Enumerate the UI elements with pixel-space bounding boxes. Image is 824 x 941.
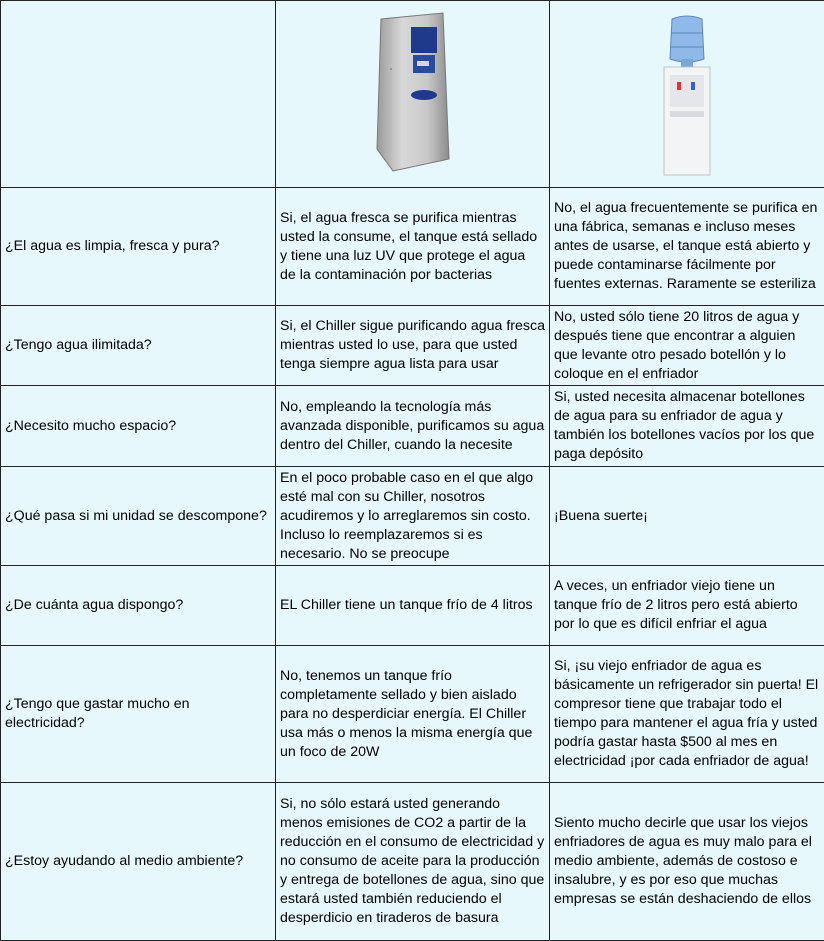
table-row — [1, 783, 824, 941]
table-row — [1, 306, 824, 386]
question-cell: ¿De cuánta agua dispongo? — [1, 566, 276, 646]
bottled-water-cooler-icon — [652, 9, 722, 179]
cooler-answer-cell: No, el agua frecuentemente se purifica en una fábrica, semanas e incluso meses antes de usarse, el tanque está abierto y puede contaminarse fácilmente por fuentes externas. Raramente se esteriliza — [550, 188, 824, 306]
question-cell: ¿Tengo que gastar mucho en electricidad? — [1, 646, 276, 783]
header-row — [1, 1, 824, 188]
question-cell: ¿Estoy ayudando al medio ambiente? — [1, 783, 276, 941]
header-empty-cell — [1, 1, 276, 188]
table-row — [1, 386, 824, 467]
cooler-answer-cell: Siento mucho decirle que usar los viejos enfriadores de agua es muy malo para el medio ambiente, además de costoso e insalubre, y es por eso que muchas empresas se están deshaciendo de ellos — [550, 783, 824, 941]
cooler-answer-cell: No, usted sólo tiene 20 litros de agua y después tiene que encontrar a alguien que levante otro pesado botellón y lo coloque en el enfriador — [550, 306, 824, 386]
question-cell: ¿Necesito mucho espacio? — [1, 386, 276, 467]
table-row — [1, 188, 824, 306]
chiller-answer-cell: No, empleando la tecnología más avanzada disponible, purificamos su agua dentro del Chiller, cuando la necesite — [276, 386, 550, 467]
chiller-image-cell — [276, 1, 550, 188]
chiller-answer-cell: Si, el Chiller sigue purificando agua fresca mientras usted lo use, para que usted tenga siempre agua lista para usar — [276, 306, 550, 386]
chiller-answer-cell: No, tenemos un tanque frío completamente sellado y bien aislado para no desperdiciar energía. El Chiller usa más o menos la misma energía que un foco de 20W — [276, 646, 550, 783]
table-row — [1, 566, 824, 646]
chiller-water-purifier-icon — [363, 9, 463, 179]
cooler-image-cell — [550, 1, 824, 188]
cooler-answer-cell: A veces, un enfriador viejo tiene un tanque frío de 2 litros pero está abierto por lo que es difícil enfriar el agua — [550, 566, 824, 646]
cooler-answer-cell: ¡Buena suerte¡ — [550, 467, 824, 566]
cooler-answer-cell: Si, usted necesita almacenar botellones de agua para su enfriador de agua y también los botellones vacíos por los que paga depósito — [550, 386, 824, 467]
question-cell: ¿El agua es limpia, fresca y pura? — [1, 188, 276, 306]
chiller-answer-cell: En el poco probable caso en el que algo esté mal con su Chiller, nosotros acudiremos y lo arreglaremos sin costo. Incluso lo reemplazaremos si es necesario. No se preocupe — [276, 467, 550, 566]
chiller-answer-cell: Si, el agua fresca se purifica mientras usted la consume, el tanque está sellado y tiene una luz UV que protege el agua de la contaminación por bacterias — [276, 188, 550, 306]
chiller-answer-cell: EL Chiller tiene un tanque frío de 4 litros — [276, 566, 550, 646]
table-row — [1, 467, 824, 566]
question-cell: ¿Tengo agua ilimitada? — [1, 306, 276, 386]
table-row — [1, 646, 824, 783]
question-cell: ¿Qué pasa si mi unidad se descompone? — [1, 467, 276, 566]
chiller-answer-cell: Si, no sólo estará usted generando menos emisiones de CO2 a partir de la reducción en el consumo de electricidad y no consumo de aceite para la producción y entrega de botellones de agua, sino que estará usted también reduciendo el desperdicio en tiraderos de basura — [276, 783, 550, 941]
cooler-answer-cell: Si, ¡su viejo enfriador de agua es básicamente un refrigerador sin puerta! El compresor tiene que trabajar todo el tiempo para mantener el agua fría y usted podría gastar hasta $500 al mes en electricidad ¡por cada enfriador de agua! — [550, 646, 824, 783]
